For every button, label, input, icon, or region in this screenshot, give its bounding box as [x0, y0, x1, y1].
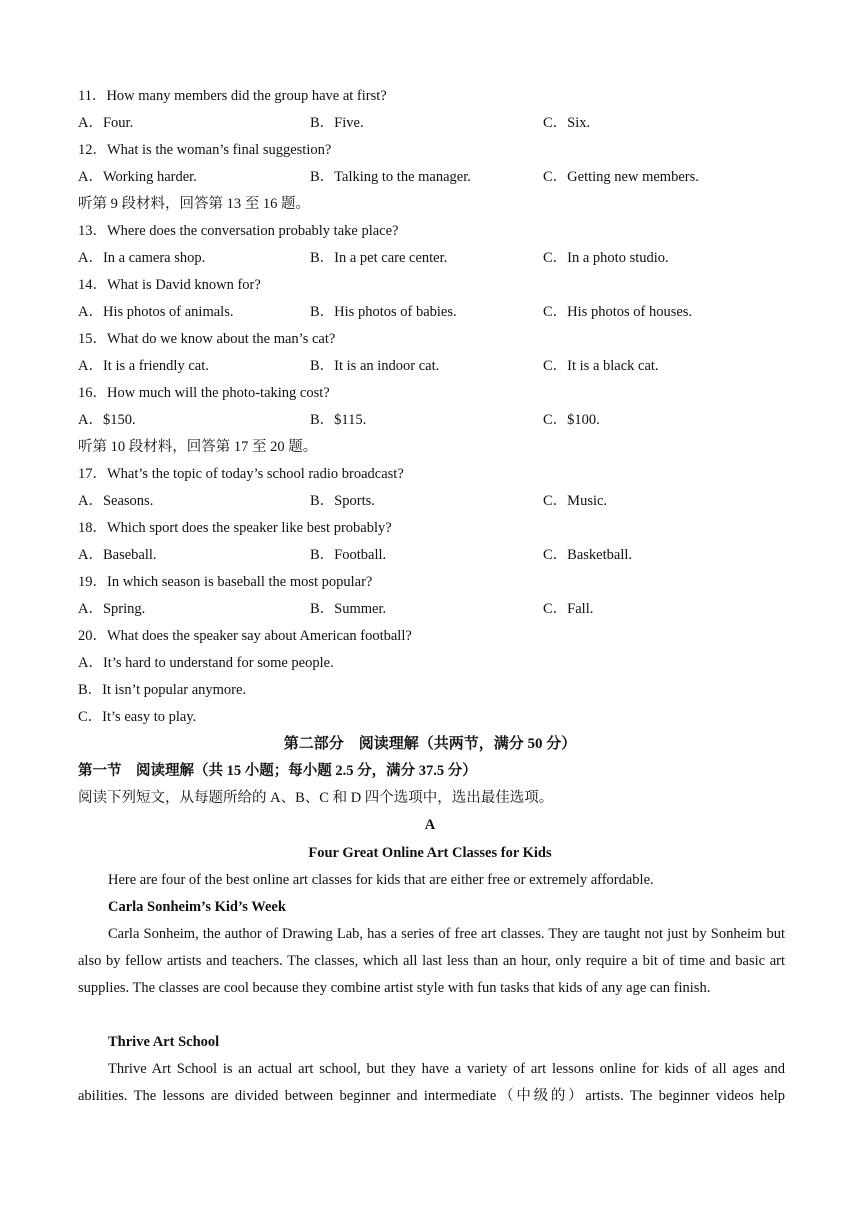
paragraph: Thrive Art School is an actual art school, but they have a variety of art lessons online for kids of all ages and abilities. The lessons are divided between beginner and intermediate（中级的）artists. The beginner videos help [78, 1061, 785, 1104]
question-18: 18．Which sport does the speaker like best probably? [78, 520, 392, 536]
option-b: B．In a pet care center. [310, 250, 448, 266]
option-c: C．It is a black cat. [543, 358, 659, 374]
option-a: A．Working harder. [78, 169, 197, 185]
option-b: B．It isn’t popular anymore. [78, 682, 247, 698]
question-19: 19．In which season is baseball the most popular? [78, 574, 373, 590]
question-16: 16．How much will the photo-taking cost? [78, 385, 330, 401]
option-b: B．Talking to the manager. [310, 169, 471, 185]
option-c: C．In a photo studio. [543, 250, 669, 266]
part-heading: 第二部分 阅读理解（共两节，满分 50 分） [283, 736, 577, 752]
option-a: A．$150. [78, 412, 136, 428]
option-b: B．$115. [310, 412, 367, 428]
option-c: C．His photos of houses. [543, 304, 693, 320]
option-c: C．Fall. [543, 601, 594, 617]
option-a: A．His photos of animals. [78, 304, 234, 320]
question-17: 17．What’s the topic of today’s school radio broadcast? [78, 466, 404, 482]
section-heading: 第一节 阅读理解（共 15 小题；每小题 2.5 分，满分 37.5 分） [78, 763, 477, 779]
subheading: Carla Sonheim’s Kid’s Week [108, 899, 286, 915]
option-c: C．$100. [543, 412, 600, 428]
option-a: A．Seasons. [78, 493, 154, 509]
option-a: A．It is a friendly cat. [78, 358, 209, 374]
subheading: Thrive Art School [108, 1034, 220, 1050]
option-a: A．Baseball. [78, 547, 157, 563]
paragraph: Carla Sonheim, the author of Drawing Lab, has a series of free art classes. They are taught not just by Sonheim but also by fellow artists and teachers. The classes, which all last less than an hour, only require a bit of time and basic art supplies. The classes are cool because they combine artist style with fun tasks that kids of any age can finish. [78, 926, 785, 996]
section-note: 听第 10 段材料，回答第 17 至 20 题。 [78, 439, 318, 455]
question-13: 13．Where does the conversation probably take place? [78, 223, 399, 239]
passage-title: Four Great Online Art Classes for Kids [308, 845, 552, 861]
option-b: B．Summer. [310, 601, 387, 617]
option-b: B．Sports. [310, 493, 375, 509]
question-11: 11．How many members did the group have at first? [78, 88, 387, 104]
section-note: 听第 9 段材料，回答第 13 至 16 题。 [78, 196, 310, 212]
question-14: 14．What is David known for? [78, 277, 261, 293]
question-20: 20．What does the speaker say about American football? [78, 628, 412, 644]
option-b: B．Five. [310, 115, 364, 131]
option-a: A．Spring. [78, 601, 146, 617]
option-c: C．Six. [543, 115, 591, 131]
option-a: A．Four. [78, 115, 134, 131]
option-c: C．Getting new members. [543, 169, 699, 185]
option-a: A．It’s hard to understand for some people. [78, 655, 334, 671]
question-12: 12．What is the woman’s final suggestion? [78, 142, 332, 158]
option-c: C．Music. [543, 493, 608, 509]
passage-letter: A [424, 817, 436, 833]
option-a: A．In a camera shop. [78, 250, 206, 266]
option-c: C．It’s easy to play. [78, 709, 197, 725]
option-b: B．His photos of babies. [310, 304, 457, 320]
instruction: 阅读下列短文，从每题所给的 A、B、C 和 D 四个选项中，选出最佳选项。 [78, 790, 554, 806]
intro-paragraph: Here are four of the best online art classes for kids that are either free or extremely affordable. [108, 872, 654, 888]
question-15: 15．What do we know about the man’s cat? [78, 331, 336, 347]
option-b: B．Football. [310, 547, 387, 563]
option-c: C．Basketball. [543, 547, 633, 563]
option-b: B．It is an indoor cat. [310, 358, 440, 374]
